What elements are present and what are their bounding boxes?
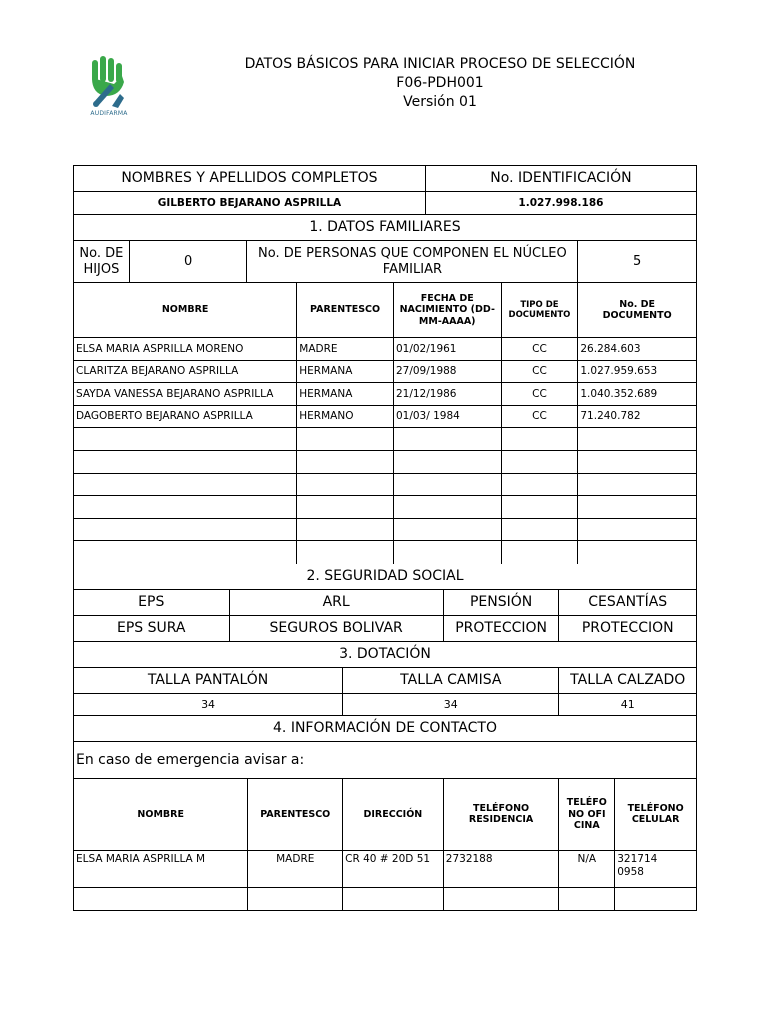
family-member-name	[74, 519, 297, 541]
family-member-birthdate	[394, 451, 502, 473]
family-member-birthdate: 27/09/1988	[394, 361, 502, 383]
family-member-doc-number: 1.040.352.689	[580, 387, 658, 400]
family-member-relation	[297, 428, 394, 450]
contact-mobile-phone: 321714 0958	[617, 852, 658, 878]
family-table-row	[74, 474, 696, 497]
pants-size-label: TALLA PANTALÓN	[74, 668, 343, 693]
contact-section-title	[74, 716, 696, 742]
family-member-name: ELSA MARIA ASPRILLA MORENO	[74, 338, 297, 360]
family-summary-row	[74, 241, 696, 283]
family-table-row	[74, 428, 696, 451]
family-member-name	[74, 474, 297, 496]
family-table-body	[74, 338, 696, 564]
family-member-birthdate	[394, 474, 502, 496]
identity-value-row	[74, 192, 696, 215]
contact-home-phone	[444, 888, 560, 910]
family-member-relation	[297, 519, 394, 541]
family-col-doc-number: No. DE DOCUMENTO	[602, 298, 672, 321]
contact-col-relation: PARENTESCO	[248, 779, 343, 850]
hand-logo-icon	[84, 54, 134, 110]
family-member-doc-number: 1.027.959.653	[580, 365, 658, 378]
emergency-label-row	[74, 742, 696, 779]
eps-value: EPS SURA	[74, 616, 230, 641]
family-member-relation: MADRE	[297, 338, 394, 360]
family-col-name: NOMBRE	[74, 283, 297, 337]
family-member-name: DAGOBERTO BEJARANO ASPRILLA	[74, 406, 297, 428]
family-member-doc-number	[578, 541, 696, 564]
contact-name	[74, 888, 248, 910]
family-col-doc-type: TIPO DE DOCUMENTO	[502, 283, 579, 337]
family-table-row	[74, 406, 696, 429]
contact-mobile-phone	[615, 888, 696, 910]
arl-label: ARL	[230, 590, 444, 615]
family-member-doc-number: 26.284.603	[580, 342, 641, 355]
contact-address	[343, 888, 444, 910]
document-version: Versión 01	[403, 94, 477, 110]
contact-office-phone	[559, 888, 615, 910]
contact-name: ELSA MARIA ASPRILLA M	[74, 851, 248, 887]
family-member-name: SAYDA VANESSA BEJARANO ASPRILLA	[74, 383, 297, 405]
cesantias-value: PROTECCION	[581, 620, 674, 637]
family-table-row	[74, 451, 696, 474]
contact-section-heading: 4. INFORMACIÓN DE CONTACTO	[273, 720, 497, 737]
family-table-row	[74, 541, 696, 564]
contact-col-mobile-phone: TELÉFONO CELULAR	[627, 803, 684, 826]
family-table-row	[74, 383, 696, 406]
contact-table-header	[74, 779, 696, 851]
family-section-title	[74, 215, 696, 241]
social-section-heading: 2. SEGURIDAD SOCIAL	[306, 568, 464, 585]
family-member-doc-number	[578, 474, 696, 496]
family-member-relation	[297, 474, 394, 496]
family-member-relation: HERMANA	[297, 383, 394, 405]
contact-row	[74, 888, 696, 910]
cesantias-label: CESANTÍAS	[588, 594, 668, 611]
family-member-doc-type	[502, 541, 579, 564]
social-section-title	[74, 564, 696, 590]
family-table-row	[74, 519, 696, 542]
family-member-doc-type: CC	[502, 406, 579, 428]
eps-label: EPS	[74, 590, 230, 615]
contact-address: CR 40 # 20D 51	[343, 851, 444, 887]
pension-value: PROTECCION	[444, 616, 560, 641]
children-label: No. DE HIJOS	[74, 241, 130, 282]
dotacion-section-title	[74, 642, 696, 668]
contact-office-phone: N/A	[559, 851, 615, 887]
dotacion-header-row	[74, 668, 696, 694]
family-member-birthdate	[394, 541, 502, 564]
emergency-label: En caso de emergencia avisar a:	[76, 751, 305, 768]
dotacion-value-row	[74, 694, 696, 716]
arl-value: SEGUROS BOLIVAR	[230, 616, 444, 641]
family-member-birthdate	[394, 496, 502, 518]
family-member-birthdate	[394, 428, 502, 450]
family-member-name	[74, 451, 297, 473]
family-member-relation	[297, 451, 394, 473]
family-member-name	[74, 428, 297, 450]
audifarma-logo	[84, 54, 134, 120]
family-col-relation: PARENTESCO	[297, 283, 394, 337]
family-member-doc-type	[502, 519, 579, 541]
family-member-doc-number	[578, 496, 696, 518]
contact-relation	[248, 888, 343, 910]
family-member-doc-type	[502, 428, 579, 450]
family-member-doc-number: 71.240.782	[580, 410, 641, 423]
id-number-value: 1.027.998.186	[518, 196, 604, 209]
family-col-birthdate: FECHA DE NACIMIENTO (DD-MM-AAAA)	[394, 283, 502, 337]
contact-col-office-phone: TELÉFONO OFICINA	[559, 779, 615, 850]
full-name-value: GILBERTO BEJARANO ASPRILLA	[74, 192, 426, 214]
family-member-doc-number	[578, 428, 696, 450]
document-title: DATOS BÁSICOS PARA INICIAR PROCESO DE SELECCIÓN	[244, 56, 636, 72]
name-label: NOMBRES Y APELLIDOS COMPLETOS	[74, 166, 426, 191]
family-member-relation: HERMANO	[297, 406, 394, 428]
family-member-doc-type	[502, 474, 579, 496]
family-member-birthdate: 21/12/1986	[394, 383, 502, 405]
logo-text: AUDIFARMA	[90, 110, 128, 117]
family-member-birthdate: 01/03/ 1984	[394, 406, 502, 428]
family-member-doc-type	[502, 496, 579, 518]
family-member-birthdate	[394, 519, 502, 541]
document-code: F06-PDH001	[396, 75, 484, 91]
contact-row	[74, 851, 696, 888]
id-label: No. IDENTIFICACIÓN	[490, 170, 632, 187]
family-table-row	[74, 338, 696, 361]
contact-col-name: NOMBRE	[74, 779, 248, 850]
family-member-doc-number	[578, 519, 696, 541]
shoe-size-value: 41	[620, 697, 635, 711]
family-member-name	[74, 541, 297, 564]
family-member-name: CLARITZA BEJARANO ASPRILLA	[74, 361, 297, 383]
family-member-name	[74, 496, 297, 518]
contact-relation: MADRE	[248, 851, 343, 887]
shoe-size-label: TALLA CALZADO	[570, 672, 686, 689]
family-member-doc-type	[502, 451, 579, 473]
shirt-size-label: TALLA CAMISA	[343, 668, 559, 693]
pension-label: PENSIÓN	[444, 590, 560, 615]
contact-col-home-phone: TELÉFONO RESIDENCIA	[444, 779, 560, 850]
members-label: No. DE PERSONAS QUE COMPONEN EL NÚCLEO FAMILIAR	[247, 241, 578, 282]
children-value: 0	[130, 241, 248, 282]
shirt-size-value: 34	[343, 694, 559, 715]
pants-size-value: 34	[74, 694, 343, 715]
family-table-row	[74, 496, 696, 519]
dotacion-section-heading: 3. DOTACIÓN	[339, 646, 431, 663]
social-value-row	[74, 616, 696, 642]
family-member-birthdate: 01/02/1961	[394, 338, 502, 360]
family-member-doc-type: CC	[502, 361, 579, 383]
selection-form	[73, 165, 697, 911]
family-member-doc-type: CC	[502, 338, 579, 360]
contact-col-address: DIRECCIÓN	[343, 779, 444, 850]
family-member-doc-type: CC	[502, 383, 579, 405]
family-member-doc-number	[578, 451, 696, 473]
identity-header-row	[74, 166, 696, 192]
contact-home-phone: 2732188	[444, 851, 560, 887]
family-member-relation	[297, 496, 394, 518]
social-header-row	[74, 590, 696, 616]
family-table-header	[74, 283, 696, 338]
members-value: 5	[633, 253, 642, 269]
family-section-heading: 1. DATOS FAMILIARES	[309, 219, 461, 236]
family-table-row	[74, 361, 696, 384]
family-member-relation: HERMANA	[297, 361, 394, 383]
family-member-relation	[297, 541, 394, 564]
